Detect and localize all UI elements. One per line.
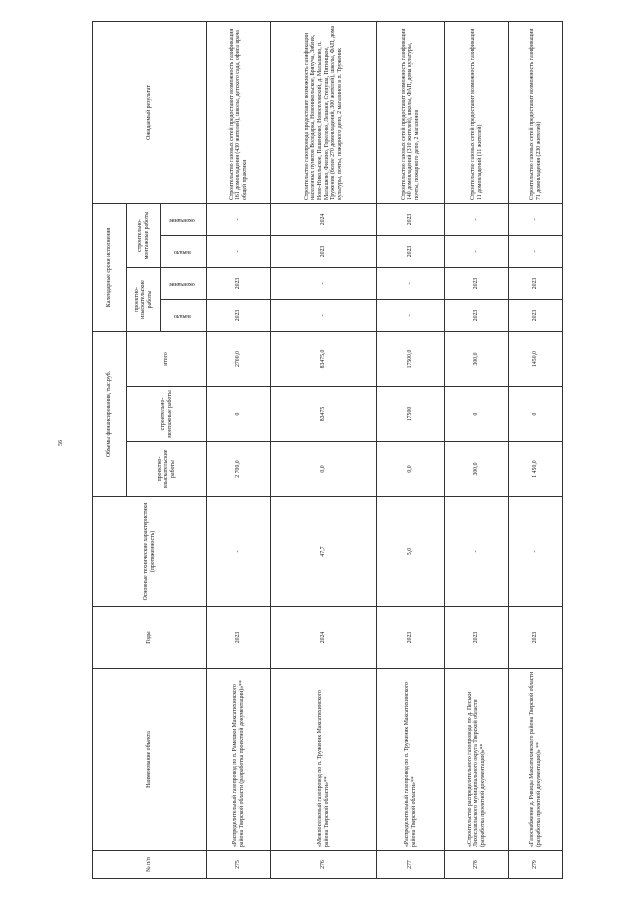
row-funding-design: 0,0 xyxy=(377,442,445,497)
header-start-design: начало xyxy=(173,312,191,319)
row-construction-start: - xyxy=(509,236,563,268)
row-characteristics: - xyxy=(445,497,509,607)
row-design-start: - xyxy=(377,300,445,332)
row-num: 275 xyxy=(207,851,271,879)
row-result: Строительство газовых сетей предоставит возможность газификации 161 домовладения (430 жителей), школы, детского сада, офиса врача общей практики xyxy=(207,21,271,203)
header-funding-group: Объемы финансирования, тыс.руб. xyxy=(93,332,127,497)
row-construction-start: - xyxy=(207,236,271,268)
row-design-start: 2023 xyxy=(445,300,509,332)
table-row xyxy=(271,21,377,878)
row-funding-construction: 0 xyxy=(207,387,271,442)
header-schedule-construction: строительно-монтажные работы xyxy=(127,203,161,267)
row-characteristics: 5,0 xyxy=(377,497,445,607)
row-num: 279 xyxy=(509,851,563,879)
row-funding-construction: 83475 xyxy=(271,387,377,442)
row-num: 278 xyxy=(445,851,509,879)
row-years: 2023 xyxy=(509,607,563,669)
row-design-end: - xyxy=(271,268,377,300)
row-funding-design: 300,0 xyxy=(445,442,509,497)
row-characteristics: - xyxy=(207,497,271,607)
row-funding-construction: 0 xyxy=(445,387,509,442)
header-schedule-group: Календарные сроки исполнения xyxy=(93,203,127,331)
row-design-end: 2023 xyxy=(509,268,563,300)
row-num: 277 xyxy=(377,851,445,879)
row-construction-start: 2023 xyxy=(271,236,377,268)
header-funding-design: проектно-изыскательские работы xyxy=(127,442,207,497)
row-funding-total: 2700,0 xyxy=(207,332,271,387)
header-row-1 xyxy=(93,21,127,878)
row-construction-end: 2024 xyxy=(271,203,377,235)
row-design-start: 2023 xyxy=(509,300,563,332)
row-funding-construction: 0 xyxy=(509,387,563,442)
row-funding-total: 1450,0 xyxy=(509,332,563,387)
row-years: 2023 xyxy=(445,607,509,669)
row-result: Строительство газопровода предоставит возможность газификации населенных пунктов Володарка, Новоникольское, Бряхуча, Зяблек, Ново-Никольское, Пашенково, Новоселовский, д. Малышево, п. Малышево, Филино, Горелово, Лешаки, Степуша, Пятницкое, Труженик (более 270 домовладений, 300 жителей), школы, ФАП, дома культуры, почты, пожарного депо, 2 магазинов в п. Труженик xyxy=(271,21,377,203)
row-funding-design: 0,0 xyxy=(271,442,377,497)
row-num: 276 xyxy=(271,851,377,879)
row-construction-end: - xyxy=(445,203,509,235)
row-characteristics: 47,7 xyxy=(271,497,377,607)
row-construction-end: - xyxy=(207,203,271,235)
row-years: 2023 xyxy=(207,607,271,669)
row-name: «Строительство распределительного газопровода по д. Песьки Лихославльского муниципального округа Тверской области (разработка проектной документации)»** xyxy=(445,669,509,851)
header-result: Ожидаемый результат xyxy=(93,21,207,203)
header-funding-construction: строительно-монтажные работы xyxy=(127,387,207,442)
header-start-construction: начало xyxy=(173,248,191,255)
row-result: Строительство газовых сетей предоставит возможность газификации 71 домовладения (230 жителей) xyxy=(509,21,563,203)
row-design-end: 2023 xyxy=(445,268,509,300)
table-row xyxy=(509,21,563,878)
header-num: № п/п xyxy=(93,851,207,879)
row-design-start: 2023 xyxy=(207,300,271,332)
row-characteristics: - xyxy=(509,497,563,607)
row-years: 2024 xyxy=(271,607,377,669)
row-construction-start: - xyxy=(445,236,509,268)
row-funding-total: 83475,0 xyxy=(271,332,377,387)
header-schedule-design: проектно-изыскательские работы xyxy=(127,268,161,332)
table-row xyxy=(377,21,445,878)
header-years: Годы xyxy=(93,607,207,669)
row-funding-total: 300,0 xyxy=(445,332,509,387)
row-name: «Распределительный газопровод по п. Рамешки Максатихинского района Тверской области (разработка проектной документации)»** xyxy=(207,669,271,851)
header-name: Наименование объекта xyxy=(93,669,207,851)
row-construction-start: 2023 xyxy=(377,236,445,268)
row-funding-design: 1 450,0 xyxy=(509,442,563,497)
row-funding-construction: 17500 xyxy=(377,387,445,442)
document-page xyxy=(92,22,562,879)
row-design-start: - xyxy=(271,300,377,332)
header-funding-total: итого xyxy=(127,332,207,387)
row-result: Строительство газовых сетей предоставит возможность газификации 11 домовладений (11 жителей) xyxy=(445,21,509,203)
row-design-end: - xyxy=(377,268,445,300)
table-row xyxy=(207,21,271,878)
row-name: «Межпоселковый газопровод по п. Труженик Максатихинского района Тверской области»** xyxy=(271,669,377,851)
row-result: Строительство газовых сетей предоставит возможность газификации 140 домовладений (310 жителей), школы, ФАП, дома культуры, почты, пожарного депо, 2 магазинов xyxy=(377,21,445,203)
row-years: 2023 xyxy=(377,607,445,669)
row-funding-design: 2 700,0 xyxy=(207,442,271,497)
header-characteristics: Основные технические характеристики (протяженность) xyxy=(93,497,207,607)
header-end-design: окончание xyxy=(169,280,196,287)
table-row xyxy=(445,21,509,878)
row-name: «Распределительный газопровод по п. Труженик Максатихинского района Тверской области»** xyxy=(377,669,445,851)
row-name: «Газоснабжение д. Ривицы Максатихинского района Тверской области (разработка проектной документации)» ** xyxy=(509,669,563,851)
row-construction-end: - xyxy=(509,203,563,235)
row-construction-end: 2023 xyxy=(377,203,445,235)
row-design-end: 2023 xyxy=(207,268,271,300)
page-number: 56 xyxy=(58,440,64,446)
objects-table xyxy=(92,21,563,879)
row-funding-total: 17500,0 xyxy=(377,332,445,387)
header-end-construction: окончание xyxy=(169,216,196,223)
rotated-table-wrapper xyxy=(92,22,562,879)
